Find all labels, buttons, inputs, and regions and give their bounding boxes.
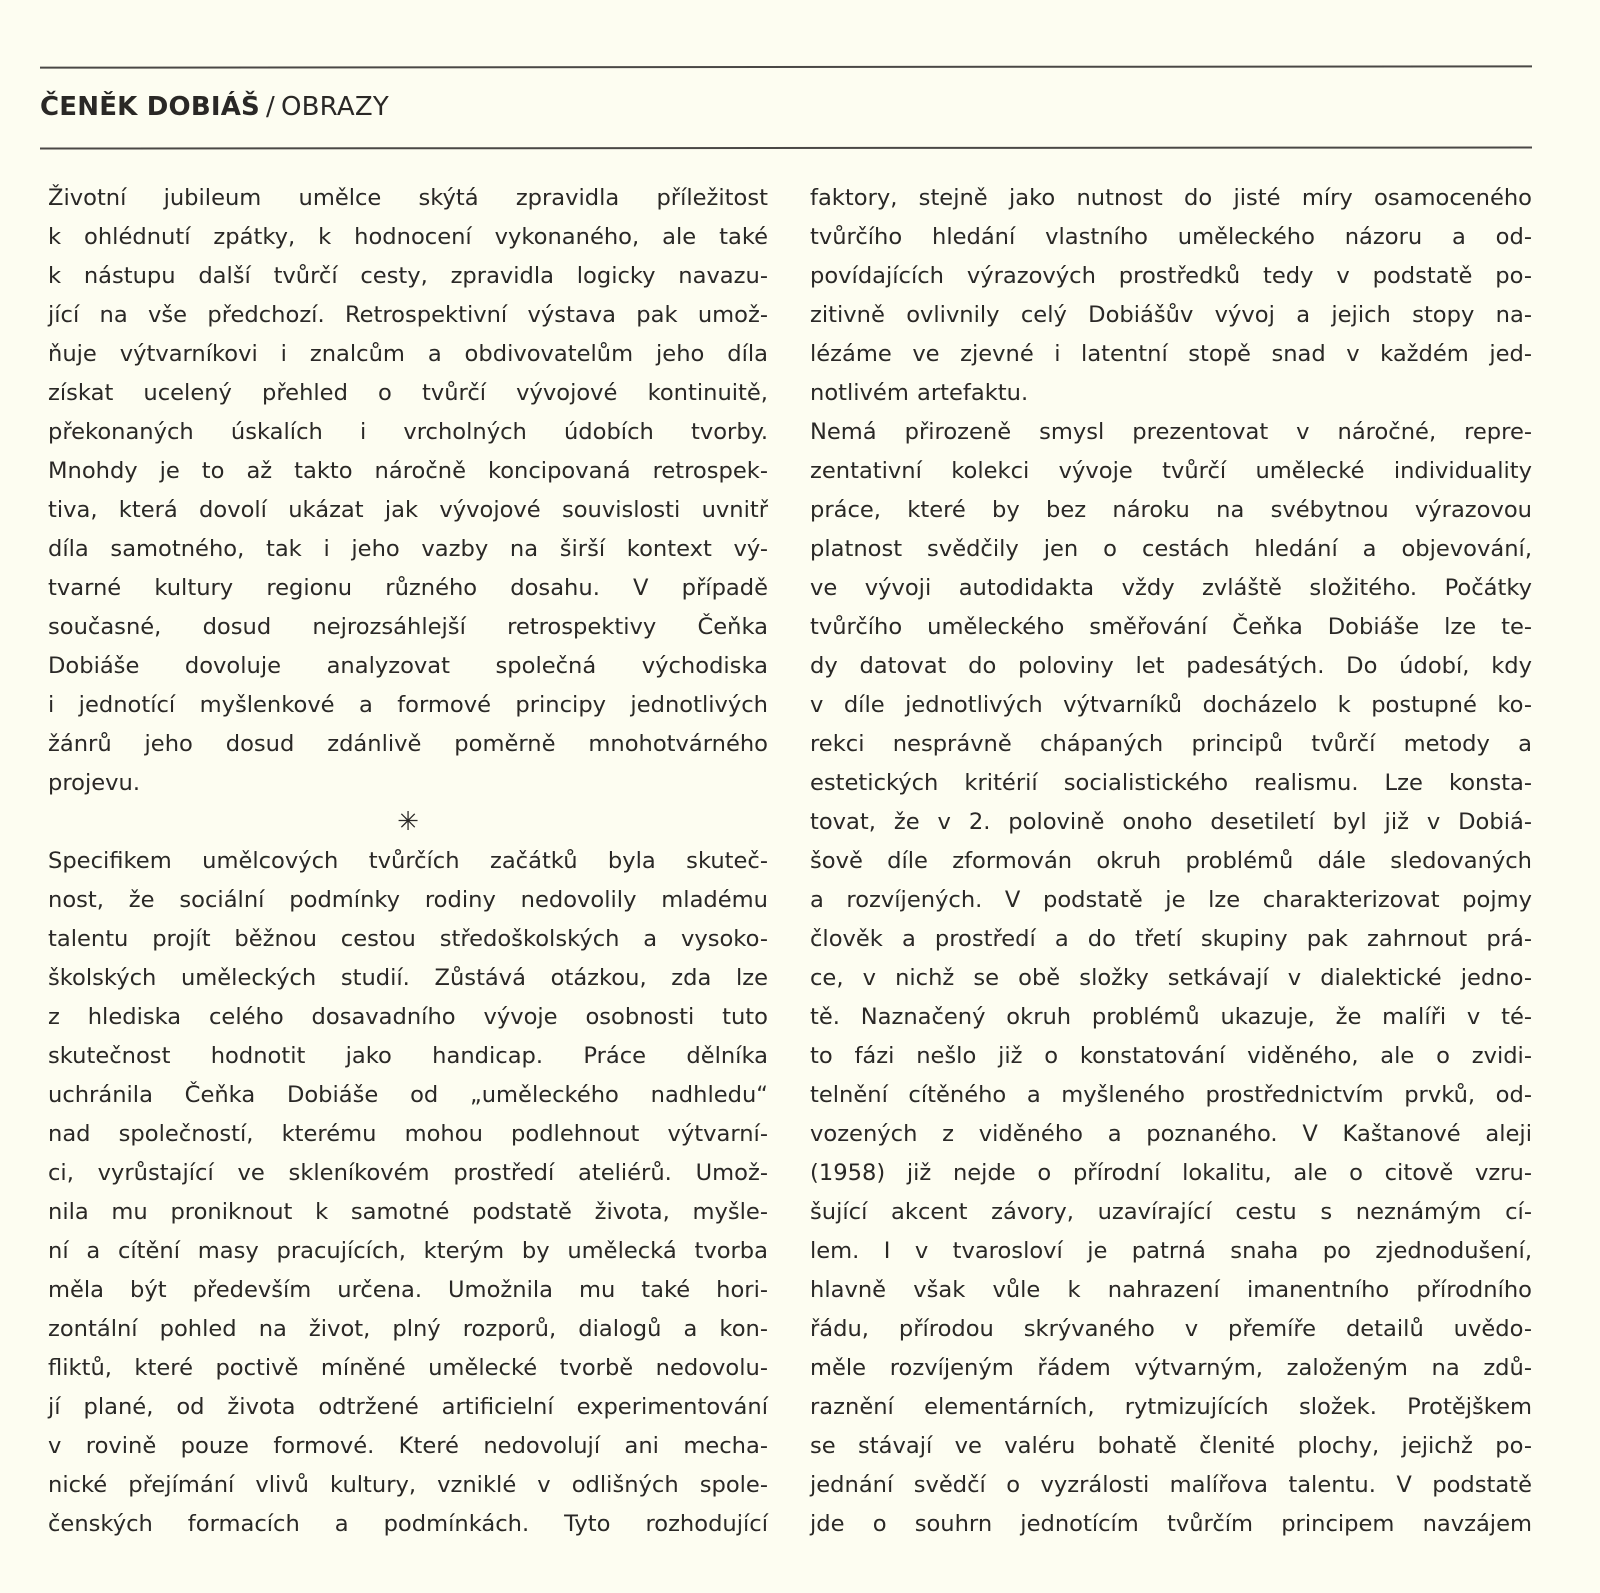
text-line: Specifikem umělcových tvůrčích začátků byla skuteč-: [48, 848, 768, 874]
text-line: žánrů jeho dosud zdánlivě poměrně mnohotvárného: [48, 731, 768, 757]
right-column: [810, 179, 1532, 1544]
text-line: k ohlédnutí zpátky, k hodnocení vykonaného, ale také: [48, 224, 768, 250]
text-line: uchránila Čeňka Dobiáše od „uměleckého nadhledu“: [48, 1082, 768, 1108]
paragraph-beginnings: [48, 842, 768, 1544]
asterisk-separator-icon: ✳: [397, 807, 419, 837]
text-line: to fázi nešlo již o konstatování viděného, ale o zvidi-: [810, 1043, 1532, 1069]
text-line: raznění elementárních, rytmizujících složek. Protějškem: [810, 1394, 1532, 1420]
text-line: práce, které by bez nároku na svébytnou výrazovou: [810, 497, 1532, 523]
section-title: OBRAZY: [280, 92, 389, 122]
left-column: [48, 179, 768, 1544]
text-line: tiva, která dovolí ukázat jak vývojové souvislosti uvnitř: [48, 497, 768, 523]
text-line: měla být především určena. Umožnila mu také hori-: [48, 1277, 768, 1303]
text-line: fliktů, které poctivě míněné umělecké tvorbě nedovolu-: [48, 1355, 768, 1381]
text-line: jednání svědčí o vyzrálosti malířova talentu. V podstatě: [810, 1472, 1532, 1498]
text-line: lem. I v tvarosloví je patrná snaha po zjednodušení,: [810, 1238, 1532, 1264]
paragraph-intro: [48, 179, 768, 803]
text-line: současné, dosud nejrozsáhlejší retrospektivy Čeňka: [48, 614, 768, 640]
text-line: i jednotící myšlenkové a formové principy jednotlivých: [48, 692, 768, 718]
text-line: tvůrčího hledání vlastního uměleckého názoru a od-: [810, 224, 1532, 250]
header-separator: /: [266, 92, 275, 122]
text-line: čenských formacích a podmínkách. Tyto rozhodující: [48, 1511, 768, 1537]
text-line: nila mu proniknout k samotné podstatě života, myšle-: [48, 1199, 768, 1225]
text-line: Nemá přirozeně smysl prezentovat v náročné, repre-: [810, 419, 1532, 445]
text-line: vozených z viděného a poznaného. V Kaštanové aleji: [810, 1121, 1532, 1147]
text-line: lézáme ve zjevné i latentní stopě snad v každém jed-: [810, 341, 1532, 367]
text-line: překonaných úskalích i vrcholných údobích tvorby.: [48, 419, 768, 445]
text-line: k nástupu další tvůrčí cesty, zpravidla logicky navazu-: [48, 263, 768, 289]
text-line: díla samotného, tak i jeho vazby na širší kontext vý-: [48, 536, 768, 562]
text-line: nad společností, kterému mohou podlehnout výtvarní-: [48, 1121, 768, 1147]
text-line: šující akcent závory, uzavírající cestu s neznámým cí-: [810, 1199, 1532, 1225]
text-line: měle rozvíjeným řádem výtvarným, založeným na zdů-: [810, 1355, 1532, 1381]
text-line: zontální pohled na život, plný rozporů, dialogů a kon-: [48, 1316, 768, 1342]
text-line: v díle jednotlivých výtvarníků docházelo k postupné ko-: [810, 692, 1532, 718]
text-line: ce, v nichž se obě složky setkávají v dialektické jedno-: [810, 965, 1532, 991]
text-line: estetických kritérií socialistického realismu. Lze konsta-: [810, 770, 1532, 796]
text-line: rekci nesprávně chápaných principů tvůrčí metody a: [810, 731, 1532, 757]
text-line: zentativní kolekci vývoje tvůrčí umělecké individuality: [810, 458, 1532, 484]
text-line: ní a cítění masy pracujících, kterým by umělecká tvorba: [48, 1238, 768, 1264]
text-line: Dobiáše dovoluje analyzovat společná východiska: [48, 653, 768, 679]
text-line: nické přejímání vlivů kultury, vzniklé v odlišných spole-: [48, 1472, 768, 1498]
text-line: se stávají ve valéru bohatě členité plochy, jejichž po-: [810, 1433, 1532, 1459]
text-line: tvarné kultury regionu různého dosahu. V případě: [48, 575, 768, 601]
text-line: povídajících výrazových prostředků tedy v podstatě po-: [810, 263, 1532, 289]
page-header: [40, 92, 389, 122]
text-line: ve vývoji autodidakta vždy zvláště složitého. Počátky: [810, 575, 1532, 601]
text-line: a rozvíjených. V podstatě je lze charakterizovat pojmy: [810, 887, 1532, 913]
paragraph-factors: [810, 179, 1532, 413]
text-line: člověk a prostředí a do třetí skupiny pak zahrnout prá-: [810, 926, 1532, 952]
text-line: Životní jubileum umělce skýtá zpravidla příležitost: [48, 185, 768, 211]
paragraph-development: [810, 413, 1532, 1544]
text-line: telnění cítěného a myšleného prostřednictvím prvků, od-: [810, 1082, 1532, 1108]
text-line: tvůrčího uměleckého směřování Čeňka Dobiáše lze te-: [810, 614, 1532, 640]
text-line: získat ucelený přehled o tvůrčí vývojové kontinuitě,: [48, 380, 768, 406]
text-line: (1958) již nejde o přírodní lokalitu, ale o citově vzru-: [810, 1160, 1532, 1186]
text-line: skutečnost hodnotit jako handicap. Práce dělníka: [48, 1043, 768, 1069]
header-bottom-rule: [40, 146, 1532, 149]
text-line: zitivně ovlivnily celý Dobiášův vývoj a jejich stopy na-: [810, 302, 1532, 328]
text-line: Mnohdy je to až takto náročně koncipovaná retrospek-: [48, 458, 768, 484]
text-line: ci, vyrůstající ve skleníkovém prostředí ateliérů. Umož-: [48, 1160, 768, 1186]
text-line: talentu projít běžnou cestou středoškolských a vysoko-: [48, 926, 768, 952]
text-line: šově díle zformován okruh problémů dále sledovaných: [810, 848, 1532, 874]
text-line: tě. Naznačený okruh problémů ukazuje, že malíři v té-: [810, 1004, 1532, 1030]
text-line: dy datovat do poloviny let padesátých. Do údobí, kdy: [810, 653, 1532, 679]
top-rule: [40, 65, 1532, 68]
text-line: školských uměleckých studií. Zůstává otázkou, zda lze: [48, 965, 768, 991]
text-line: faktory, stejně jako nutnost do jisté míry osamoceného: [810, 185, 1532, 211]
text-line: z hlediska celého dosavadního vývoje osobnosti tuto: [48, 1004, 768, 1030]
text-line: tovat, že v 2. polovině onoho desetiletí byl již v Dobiá-: [810, 809, 1532, 835]
text-line: hlavně však vůle k nahrazení imanentního přírodního: [810, 1277, 1532, 1303]
text-line: projevu.: [48, 770, 141, 796]
text-line: jí plané, od života odtržené artificielní experimentování: [48, 1394, 768, 1420]
text-line: platnost svědčily jen o cestách hledání a objevování,: [810, 536, 1532, 562]
text-line: řádu, přírodou skrývaného v přemíře detailů uvědo-: [810, 1316, 1532, 1342]
text-line: v rovině pouze formové. Které nedovolují ani mecha-: [48, 1433, 768, 1459]
text-line: jící na vše předchozí. Retrospektivní výstava pak umož-: [48, 302, 768, 328]
author-name: ČENĚK DOBIÁŠ: [40, 92, 260, 122]
text-line: jde o souhrn jednotícím tvůrčím principem navzájem: [810, 1511, 1532, 1537]
text-line: nost, že sociální podmínky rodiny nedovolily mladému: [48, 887, 768, 913]
text-line: ňuje výtvarníkovi i znalcům a obdivovatelům jeho díla: [48, 341, 768, 367]
text-line: notlivém artefaktu.: [810, 380, 1029, 406]
